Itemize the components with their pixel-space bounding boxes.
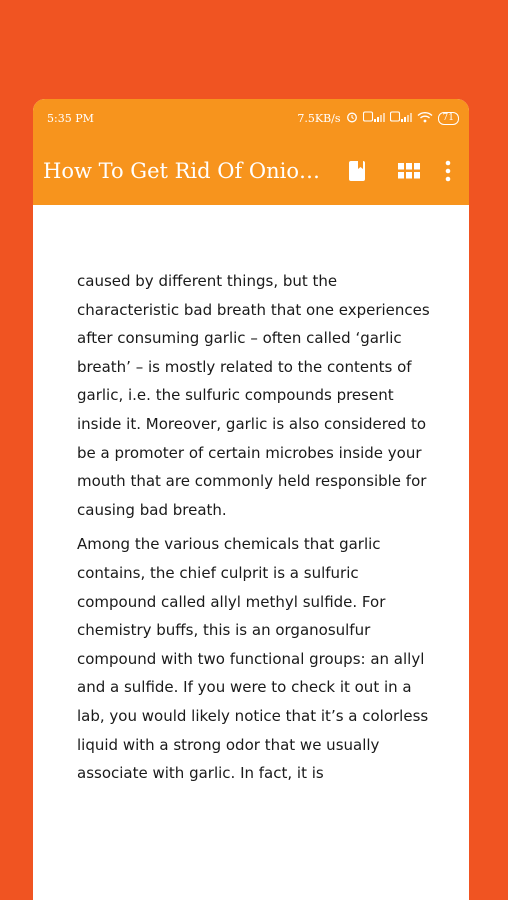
bookmark-button[interactable] <box>331 149 383 193</box>
grid-icon <box>398 163 420 179</box>
article-paragraph: caused by different things, but the characteristic bad breath that one experiences after consuming garlic – often called ‘garlic breath’ – is mostly related to the contents of garlic, i.e. the sulfuric compounds present inside it. Moreover, garlic is also considered to be a promoter of certain microbes inside your mouth that are commonly held responsible for causing bad breath. <box>77 272 430 519</box>
phone-screen <box>33 99 469 900</box>
volte-signal-icon-2 <box>390 111 412 125</box>
article-body <box>33 205 469 788</box>
bookmark-icon <box>347 159 367 183</box>
alarm-icon <box>346 111 358 125</box>
network-speed: 7.5KB/s <box>297 111 341 125</box>
volte-signal-icon <box>363 111 385 125</box>
status-icons <box>297 111 459 125</box>
status-bar <box>33 99 469 137</box>
overflow-menu-button[interactable] <box>435 149 461 193</box>
status-time: 5:35 PM <box>47 111 94 125</box>
article-paragraph: Among the various chemicals that garlic contains, the chief culprit is a sulfuric compound called allyl methyl sulfide. For chemistry buffs, this is an organosulfur compound with two functional groups: an allyl and a sulfide. If you were to check it out in a lab, you would likely notice that it’s a colorless liquid with a strong odor that we usually associate with garlic. In fact, it is <box>77 535 429 783</box>
more-vertical-icon <box>445 160 451 182</box>
page-title: How To Get Rid Of Onio… <box>43 159 321 183</box>
app-bar <box>33 137 469 205</box>
battery-indicator: 71 <box>438 112 459 125</box>
grid-view-button[interactable] <box>383 149 435 193</box>
wifi-icon <box>417 111 433 125</box>
